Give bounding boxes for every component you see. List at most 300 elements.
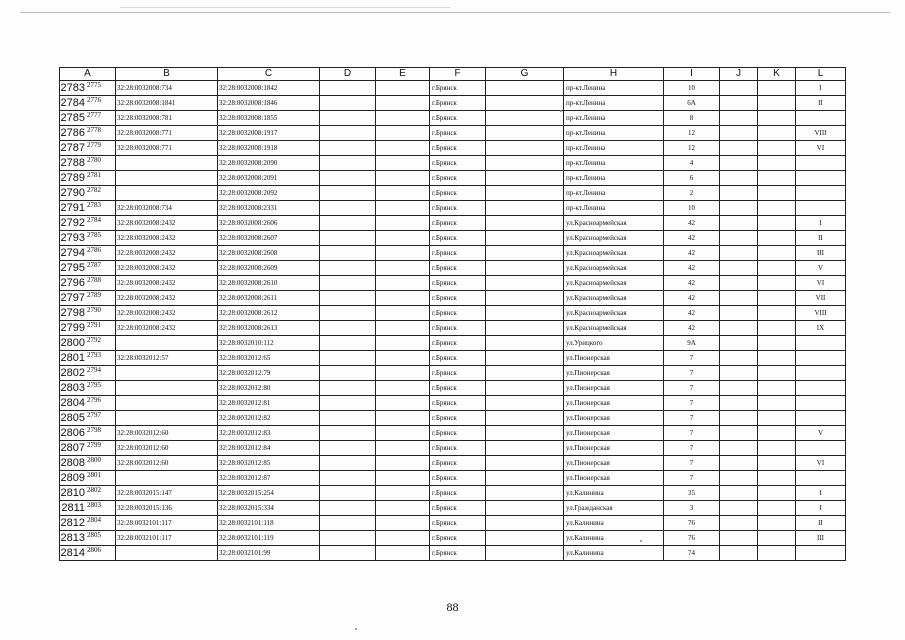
column-header-f: F — [430, 68, 486, 81]
cell-e — [376, 516, 430, 531]
cell-e — [376, 456, 430, 471]
cell-i-house: 4 — [664, 156, 720, 171]
table-row — [60, 111, 846, 126]
cell-h-street: ул.Калинина — [564, 531, 664, 546]
cell-c-cadastral-number: 32:28:0032008:1842 — [218, 81, 320, 96]
cell-e — [376, 411, 430, 426]
cell-b-cadastral-parent: 32:28:0032008:2432 — [116, 306, 218, 321]
column-header-k: K — [758, 68, 796, 81]
cell-e — [376, 321, 430, 336]
cell-e — [376, 141, 430, 156]
row-number: 2795 — [60, 262, 85, 274]
cell-c-cadastral-number: 32:28:0032008:1917 — [218, 126, 320, 141]
cell-i-house: 7 — [664, 381, 720, 396]
cell-d — [320, 261, 376, 276]
cell-a — [60, 336, 116, 351]
cell-c-cadastral-number: 32:28:0032012:84 — [218, 441, 320, 456]
cell-j — [720, 456, 758, 471]
cell-i-house: 7 — [664, 426, 720, 441]
cell-h-street: ул.Урицкого — [564, 336, 664, 351]
cell-c-cadastral-number: 32:28:0032008:2612 — [218, 306, 320, 321]
cell-b-cadastral-parent — [116, 471, 218, 486]
cell-f-city: г.Брянск — [430, 516, 486, 531]
cell-e — [376, 246, 430, 261]
cell-i-house: 42 — [664, 231, 720, 246]
cell-g — [486, 321, 564, 336]
table-row — [60, 396, 846, 411]
entry-number: 2788 — [87, 276, 101, 284]
cell-e — [376, 291, 430, 306]
cell-g — [486, 81, 564, 96]
entry-number: 2777 — [87, 111, 101, 119]
cell-e — [376, 471, 430, 486]
cell-i-house: 12 — [664, 141, 720, 156]
cell-k — [758, 306, 796, 321]
cell-l-section: II — [796, 231, 846, 246]
cell-e — [376, 396, 430, 411]
cell-c-cadastral-number: 32:28:0032012:87 — [218, 471, 320, 486]
cell-b-cadastral-parent: 32:28:0032012:60 — [116, 456, 218, 471]
cell-l-section — [796, 366, 846, 381]
cell-b-cadastral-parent: 32:28:0032012:60 — [116, 426, 218, 441]
table-row — [60, 261, 846, 276]
row-number: 2794 — [60, 247, 85, 259]
cell-c-cadastral-number: 32:28:0032008:2090 — [218, 156, 320, 171]
cell-c-cadastral-number: 32:28:0032015:254 — [218, 486, 320, 501]
cell-a — [60, 501, 116, 516]
cell-a — [60, 201, 116, 216]
table-row — [60, 531, 846, 546]
cell-j — [720, 186, 758, 201]
cell-a — [60, 291, 116, 306]
table-row — [60, 336, 846, 351]
row-number: 2800 — [60, 337, 85, 349]
table-row — [60, 291, 846, 306]
cell-e — [376, 276, 430, 291]
cell-d — [320, 441, 376, 456]
cell-f-city: г.Брянск — [430, 381, 486, 396]
cell-k — [758, 96, 796, 111]
cell-j — [720, 336, 758, 351]
cell-i-house: 7 — [664, 396, 720, 411]
cell-h-street: ул.Красноармейская — [564, 216, 664, 231]
cell-e — [376, 186, 430, 201]
cell-h-street: ул.Красноармейская — [564, 261, 664, 276]
cell-c-cadastral-number: 32:28:0032012:80 — [218, 381, 320, 396]
table-row — [60, 81, 846, 96]
scan-edge-line — [20, 12, 890, 13]
cell-h-street: ул.Пионерская — [564, 366, 664, 381]
entry-number: 2802 — [87, 486, 101, 494]
cell-e — [376, 216, 430, 231]
scan-speck — [355, 628, 357, 630]
cell-e — [376, 426, 430, 441]
cell-g — [486, 471, 564, 486]
table-row — [60, 141, 846, 156]
cell-e — [376, 336, 430, 351]
cell-h-street: пр-кт.Ленина — [564, 96, 664, 111]
cell-b-cadastral-parent: 32:28:0032008:734 — [116, 201, 218, 216]
entry-number: 2790 — [87, 306, 101, 314]
cell-h-street: ул.Пионерская — [564, 351, 664, 366]
scan-speck — [560, 110, 562, 112]
column-header-j: J — [720, 68, 758, 81]
cell-c-cadastral-number: 32:28:0032008:1918 — [218, 141, 320, 156]
scan-speck — [640, 540, 642, 542]
cell-l-section — [796, 336, 846, 351]
cell-a — [60, 366, 116, 381]
cell-g — [486, 216, 564, 231]
cell-b-cadastral-parent: 32:28:0032012:60 — [116, 441, 218, 456]
cell-d — [320, 231, 376, 246]
cell-k — [758, 471, 796, 486]
entry-number: 2783 — [87, 201, 101, 209]
cell-b-cadastral-parent — [116, 381, 218, 396]
cell-j — [720, 126, 758, 141]
cell-b-cadastral-parent — [116, 366, 218, 381]
cell-i-house: 10 — [664, 81, 720, 96]
cell-d — [320, 216, 376, 231]
cell-d — [320, 171, 376, 186]
cell-g — [486, 396, 564, 411]
entry-number: 2797 — [87, 411, 101, 419]
cell-g — [486, 486, 564, 501]
entry-number: 2784 — [87, 216, 101, 224]
register-table — [59, 67, 846, 561]
cell-f-city: г.Брянск — [430, 276, 486, 291]
row-number: 2789 — [60, 172, 85, 184]
table-row — [60, 156, 846, 171]
cell-b-cadastral-parent — [116, 336, 218, 351]
cell-d — [320, 531, 376, 546]
table-row — [60, 471, 846, 486]
cell-h-street: пр-кт.Ленина — [564, 171, 664, 186]
row-number: 2801 — [60, 352, 85, 364]
cell-l-section: II — [796, 96, 846, 111]
cell-h-street: ул.Пионерская — [564, 471, 664, 486]
cell-j — [720, 141, 758, 156]
cell-i-house: 8 — [664, 111, 720, 126]
row-number: 2812 — [60, 517, 85, 529]
row-number: 2804 — [60, 397, 85, 409]
cell-k — [758, 456, 796, 471]
cell-g — [486, 516, 564, 531]
cell-c-cadastral-number: 32:28:0032008:2608 — [218, 246, 320, 261]
row-number: 2787 — [60, 142, 85, 154]
cell-h-street: ул.Пионерская — [564, 411, 664, 426]
cell-g — [486, 186, 564, 201]
cell-i-house: 10 — [664, 201, 720, 216]
cell-a — [60, 111, 116, 126]
entry-number: 2795 — [87, 381, 101, 389]
cell-g — [486, 411, 564, 426]
row-number: 2803 — [60, 382, 85, 394]
cell-b-cadastral-parent — [116, 546, 218, 561]
cell-i-house: 7 — [664, 411, 720, 426]
cell-c-cadastral-number: 32:28:0032101:99 — [218, 546, 320, 561]
cell-j — [720, 501, 758, 516]
entry-number: 2780 — [87, 156, 101, 164]
entry-number: 2778 — [87, 126, 101, 134]
cell-c-cadastral-number: 32:28:0032008:2611 — [218, 291, 320, 306]
cell-d — [320, 186, 376, 201]
cell-a — [60, 171, 116, 186]
cell-j — [720, 411, 758, 426]
row-number: 2802 — [60, 367, 85, 379]
cell-i-house: 42 — [664, 291, 720, 306]
cell-d — [320, 381, 376, 396]
cell-c-cadastral-number: 32:28:0032008:2091 — [218, 171, 320, 186]
row-number: 2810 — [60, 487, 85, 499]
cell-k — [758, 381, 796, 396]
cell-f-city: г.Брянск — [430, 486, 486, 501]
cell-d — [320, 291, 376, 306]
table-row — [60, 366, 846, 381]
row-number: 2785 — [60, 112, 85, 124]
row-number: 2798 — [60, 307, 85, 319]
cell-c-cadastral-number: 32:28:0032012:81 — [218, 396, 320, 411]
cell-i-house: 7 — [664, 366, 720, 381]
cell-b-cadastral-parent: 32:28:0032008:771 — [116, 141, 218, 156]
cell-d — [320, 366, 376, 381]
cell-b-cadastral-parent — [116, 186, 218, 201]
cell-j — [720, 231, 758, 246]
cell-k — [758, 186, 796, 201]
cell-k — [758, 366, 796, 381]
entry-number: 2786 — [87, 246, 101, 254]
cell-h-street: пр-кт.Ленина — [564, 141, 664, 156]
cell-j — [720, 426, 758, 441]
cell-b-cadastral-parent: 32:28:0032008:2432 — [116, 291, 218, 306]
cell-k — [758, 531, 796, 546]
row-number: 2793 — [60, 232, 85, 244]
cell-f-city: г.Брянск — [430, 231, 486, 246]
cell-b-cadastral-parent: 32:28:0032101:117 — [116, 531, 218, 546]
cell-c-cadastral-number: 32:28:0032015:334 — [218, 501, 320, 516]
cell-f-city: г.Брянск — [430, 531, 486, 546]
table-row — [60, 516, 846, 531]
cell-k — [758, 516, 796, 531]
entry-number: 2776 — [87, 96, 101, 104]
cell-b-cadastral-parent: 32:28:0032008:2432 — [116, 276, 218, 291]
cell-f-city: г.Брянск — [430, 441, 486, 456]
cell-i-house: 74 — [664, 546, 720, 561]
entry-number: 2781 — [87, 171, 101, 179]
cell-a — [60, 381, 116, 396]
cell-g — [486, 366, 564, 381]
cell-f-city: г.Брянск — [430, 426, 486, 441]
cell-e — [376, 306, 430, 321]
cell-f-city: г.Брянск — [430, 471, 486, 486]
table-row — [60, 456, 846, 471]
cell-j — [720, 351, 758, 366]
cell-g — [486, 456, 564, 471]
cell-f-city: г.Брянск — [430, 201, 486, 216]
cell-l-section — [796, 471, 846, 486]
entry-number: 2791 — [87, 321, 101, 329]
cell-a — [60, 546, 116, 561]
cell-j — [720, 381, 758, 396]
cell-b-cadastral-parent: 32:28:0032008:2432 — [116, 246, 218, 261]
cell-k — [758, 336, 796, 351]
cell-k — [758, 171, 796, 186]
cell-i-house: 6А — [664, 96, 720, 111]
row-number: 2806 — [60, 427, 85, 439]
column-header-e: E — [376, 68, 430, 81]
cell-h-street: ул.Пионерская — [564, 441, 664, 456]
column-header-a: A — [60, 68, 116, 81]
cell-k — [758, 201, 796, 216]
entry-number: 2775 — [87, 81, 101, 89]
row-number: 2807 — [60, 442, 85, 454]
cell-h-street: ул.Гражданская — [564, 501, 664, 516]
cell-f-city: г.Брянск — [430, 351, 486, 366]
cell-d — [320, 501, 376, 516]
row-number: 2792 — [60, 217, 85, 229]
cell-g — [486, 426, 564, 441]
cell-h-street: ул.Красноармейская — [564, 231, 664, 246]
cell-k — [758, 546, 796, 561]
cell-d — [320, 321, 376, 336]
cell-a — [60, 81, 116, 96]
cell-c-cadastral-number: 32:28:0032008:2607 — [218, 231, 320, 246]
cell-d — [320, 411, 376, 426]
table-row — [60, 246, 846, 261]
cell-i-house: 42 — [664, 306, 720, 321]
cell-f-city: г.Брянск — [430, 96, 486, 111]
cell-g — [486, 306, 564, 321]
cell-l-section: III — [796, 246, 846, 261]
cell-l-section: VIII — [796, 126, 846, 141]
cell-l-section: III — [796, 531, 846, 546]
cell-d — [320, 306, 376, 321]
cell-l-section: I — [796, 501, 846, 516]
row-number: 2811 — [61, 502, 85, 514]
cell-l-section: V — [796, 426, 846, 441]
cell-a — [60, 126, 116, 141]
cell-j — [720, 261, 758, 276]
cell-f-city: г.Брянск — [430, 261, 486, 276]
cell-d — [320, 426, 376, 441]
column-header-l: L — [796, 68, 846, 81]
row-number: 2813 — [60, 532, 85, 544]
column-header-c: C — [218, 68, 320, 81]
cell-g — [486, 441, 564, 456]
cell-k — [758, 156, 796, 171]
cell-e — [376, 81, 430, 96]
cell-i-house: 7 — [664, 351, 720, 366]
cell-c-cadastral-number: 32:28:0032008:2331 — [218, 201, 320, 216]
cell-l-section: II — [796, 516, 846, 531]
cell-k — [758, 141, 796, 156]
cell-h-street: пр-кт.Ленина — [564, 81, 664, 96]
cell-f-city: г.Брянск — [430, 186, 486, 201]
entry-number: 2804 — [87, 516, 101, 524]
cell-a — [60, 471, 116, 486]
cell-h-street: ул.Красноармейская — [564, 321, 664, 336]
cell-l-section — [796, 171, 846, 186]
cell-f-city: г.Брянск — [430, 546, 486, 561]
cell-g — [486, 336, 564, 351]
cell-l-section — [796, 396, 846, 411]
cell-d — [320, 471, 376, 486]
cell-k — [758, 81, 796, 96]
cell-k — [758, 396, 796, 411]
table-row — [60, 351, 846, 366]
table-row — [60, 216, 846, 231]
cell-g — [486, 501, 564, 516]
cell-h-street: ул.Пионерская — [564, 426, 664, 441]
cell-j — [720, 516, 758, 531]
cell-e — [376, 126, 430, 141]
cell-b-cadastral-parent: 32:28:0032008:2432 — [116, 261, 218, 276]
cell-k — [758, 111, 796, 126]
cell-g — [486, 381, 564, 396]
cell-a — [60, 411, 116, 426]
cell-e — [376, 486, 430, 501]
cell-e — [376, 381, 430, 396]
cell-l-section — [796, 381, 846, 396]
cell-c-cadastral-number: 32:28:0032010:112 — [218, 336, 320, 351]
cell-i-house: 42 — [664, 216, 720, 231]
cell-f-city: г.Брянск — [430, 366, 486, 381]
cell-i-house: 6 — [664, 171, 720, 186]
cell-h-street: ул.Калинина — [564, 486, 664, 501]
cell-a — [60, 516, 116, 531]
cell-l-section: VI — [796, 276, 846, 291]
entry-number: 2798 — [87, 426, 101, 434]
cell-l-section — [796, 156, 846, 171]
cell-f-city: г.Брянск — [430, 141, 486, 156]
cell-f-city: г.Брянск — [430, 111, 486, 126]
cell-f-city: г.Брянск — [430, 216, 486, 231]
cell-k — [758, 486, 796, 501]
cell-l-section — [796, 411, 846, 426]
cell-i-house: 7 — [664, 441, 720, 456]
cell-k — [758, 441, 796, 456]
cell-h-street: ул.Пионерская — [564, 381, 664, 396]
cell-e — [376, 441, 430, 456]
cell-b-cadastral-parent: 32:28:0032008:2432 — [116, 231, 218, 246]
cell-c-cadastral-number: 32:28:0032008:2092 — [218, 186, 320, 201]
cell-k — [758, 501, 796, 516]
cell-i-house: 42 — [664, 261, 720, 276]
cell-g — [486, 156, 564, 171]
cell-g — [486, 141, 564, 156]
cell-k — [758, 426, 796, 441]
cell-c-cadastral-number: 32:28:0032008:2613 — [218, 321, 320, 336]
cell-i-house: 76 — [664, 516, 720, 531]
table-row — [60, 126, 846, 141]
cell-a — [60, 456, 116, 471]
entry-number: 2805 — [87, 531, 101, 539]
cell-g — [486, 546, 564, 561]
cell-e — [376, 351, 430, 366]
cell-e — [376, 531, 430, 546]
cell-c-cadastral-number: 32:28:0032012:65 — [218, 351, 320, 366]
cell-j — [720, 156, 758, 171]
cell-h-street: ул.Красноармейская — [564, 246, 664, 261]
cell-h-street: пр-кт.Ленина — [564, 186, 664, 201]
cell-b-cadastral-parent: 32:28:0032015:136 — [116, 501, 218, 516]
cell-d — [320, 276, 376, 291]
cell-g — [486, 531, 564, 546]
row-number: 2791 — [60, 202, 85, 214]
cell-d — [320, 246, 376, 261]
table-row — [60, 381, 846, 396]
cell-l-section — [796, 111, 846, 126]
cell-c-cadastral-number: 32:28:0032008:2609 — [218, 261, 320, 276]
